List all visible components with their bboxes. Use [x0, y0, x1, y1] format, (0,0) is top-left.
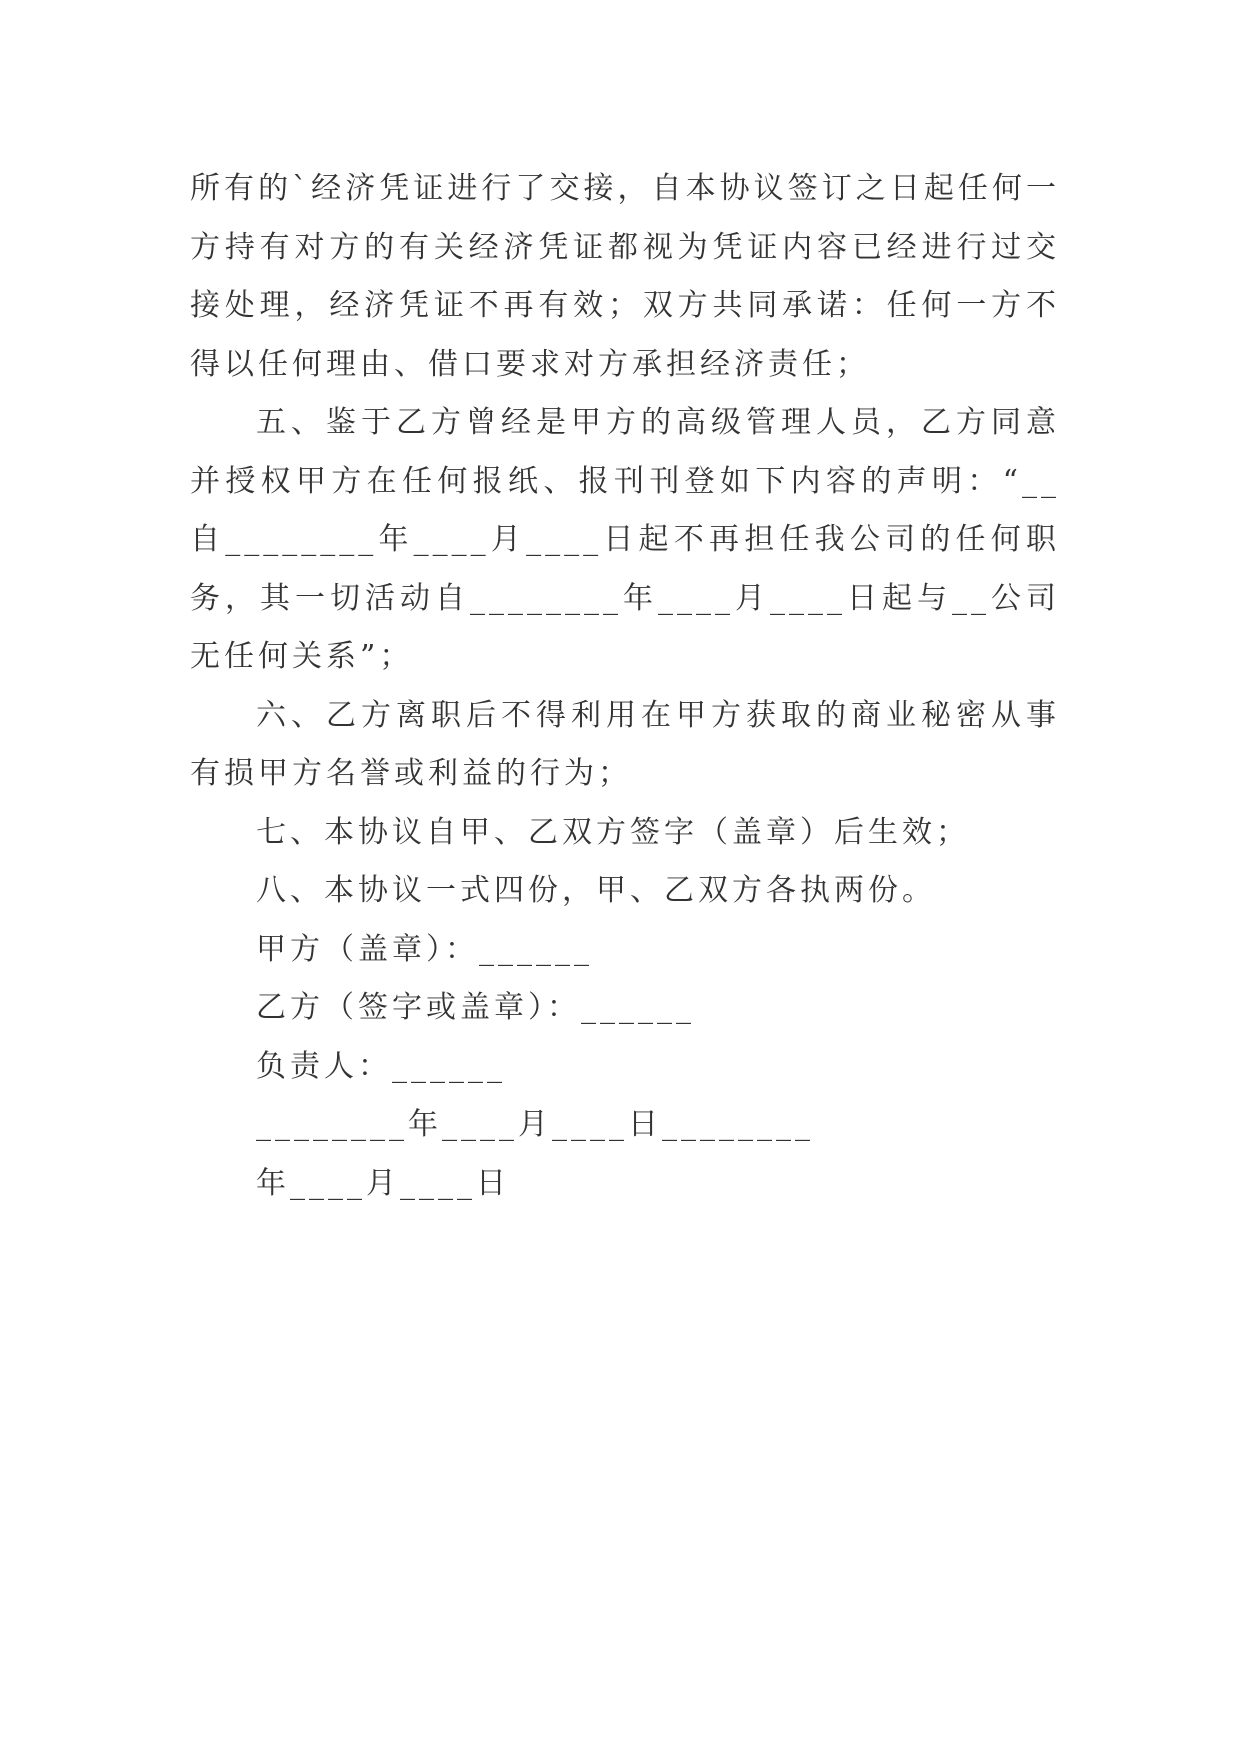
- paragraph-clause-6: 六、乙方离职后不得利用在甲方获取的商业秘密从事有损甲方名誉或利益的行为；: [190, 697, 1060, 791]
- party-b-signature-line: 乙方（签字或盖章）：______: [256, 990, 695, 1025]
- responsible-person-line: 负责人：______: [256, 1048, 506, 1084]
- date-line: ________年____月____日________: [256, 1107, 814, 1142]
- party-a-signature-line: 甲方（盖章）：______: [256, 931, 593, 967]
- paragraph-handover-continued: 所有的`经济凭证进行了交接，自本协议签订之日起任何一方持有对方的有关经济凭证都视为凭证内容已经进行过交接处理，经济凭证不再有效；双方共同承诺：任何一方不得以任何理由、借口要求对方承担经济责任；: [190, 171, 1060, 382]
- agreement-body: [190, 160, 1060, 1213]
- paragraph-clause-8: 八、本协议一式四份，甲、乙双方各执两份。: [256, 873, 936, 908]
- paragraph-clause-5: 五、鉴于乙方曾经是甲方的高级管理人员，乙方同意并授权甲方在任何报纸、报刊刊登如下内容的声明：“__自________年____月____日起不再担任我公司的任何职务，其一切活动自________年____月____日起与__公司无任何关系”；: [190, 405, 1060, 674]
- date-line-continued: 年____月____日: [256, 1165, 510, 1201]
- paragraph-clause-7: 七、本协议自甲、乙双方签字（盖章）后生效；: [256, 814, 970, 850]
